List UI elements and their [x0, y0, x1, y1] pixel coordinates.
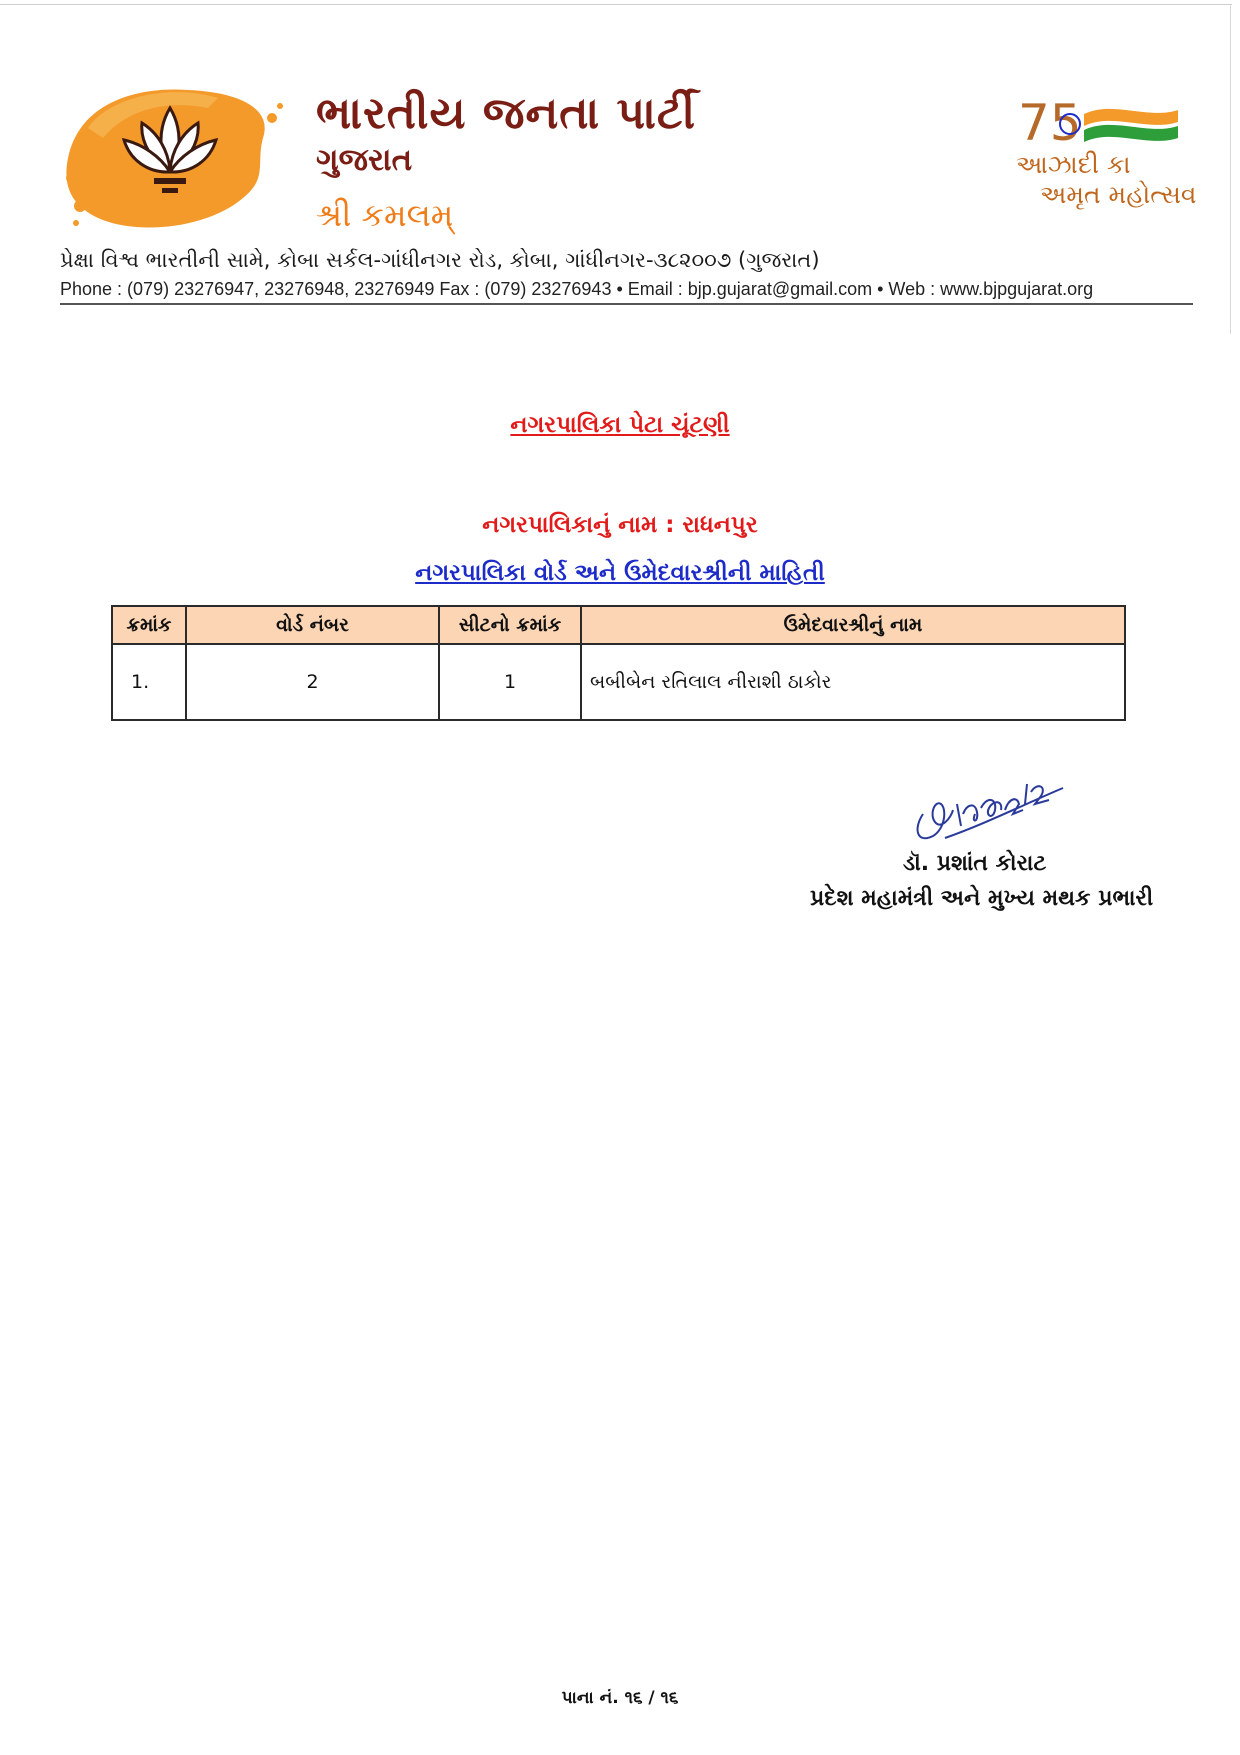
emblem-number: 75	[1018, 94, 1082, 152]
table-row	[112, 644, 1125, 720]
signatory-name: ડૉ. પ્રશાંત કોરાટ	[903, 851, 1047, 876]
state-name: ગુજરાત	[316, 142, 413, 178]
signatory-title: પ્રદેશ મહામંત્રી અને મુખ્ય મથક પ્રભારી	[810, 886, 1154, 911]
candidate-table	[111, 605, 1126, 721]
section-heading: નગરપાલિકા વોર્ડ અને ઉમેદવારશ્રીની માહિતી	[415, 560, 825, 586]
header-divider	[60, 303, 1193, 305]
header-ward: વોર્ડ નંબર	[186, 606, 439, 644]
page-number: પાના નં. ૧૬ / ૧૬	[561, 1688, 679, 1708]
office-address: પ્રેક્ષા વિશ્વ ભારતીની સામે, કોબા સર્કલ-ગાંધીનગર રોડ, કોબા, ગાંધીનગર-૩૮૨૦૦૭ (ગુજરાત)	[60, 248, 820, 272]
table-header-row	[112, 606, 1125, 644]
party-name: ભારતીય જનતા પાર્ટી	[316, 88, 697, 139]
cell-candidate-name: બબીબેન રતિલાલ નીરાશી ઠાકોર	[581, 644, 1125, 720]
page-border	[0, 4, 1232, 5]
cell-serial: 1.	[112, 644, 186, 720]
header-seat: સીટનો ક્રમાંક	[439, 606, 581, 644]
document-title: નગરપાલિકા પેટા ચૂંટણી	[510, 412, 730, 438]
page-border-right	[1230, 4, 1231, 334]
contact-info: Phone : (079) 23276947, 23276948, 23276949 Fax : (079) 23276943 • Email : bjp.gujarat@gmail.com • Web : www.bjpgujarat.org	[60, 279, 1094, 299]
emblem-line2: અમૃત મહોત્સવ	[1040, 180, 1197, 209]
header-serial: ક્રમાંક	[112, 606, 186, 644]
emblem-line1: આઝાદી કા	[1016, 150, 1131, 179]
header-candidate: ઉમેદવારશ્રીનું નામ	[581, 606, 1125, 644]
signature	[905, 774, 1065, 854]
municipality-name: નગરપાલિકાનું નામ : રાધનપુર	[482, 512, 758, 538]
office-name: શ્રી કમલમ્	[316, 196, 454, 234]
cell-ward: 2	[186, 644, 439, 720]
bjp-lotus-logo	[58, 78, 288, 238]
cell-seat: 1	[439, 644, 581, 720]
